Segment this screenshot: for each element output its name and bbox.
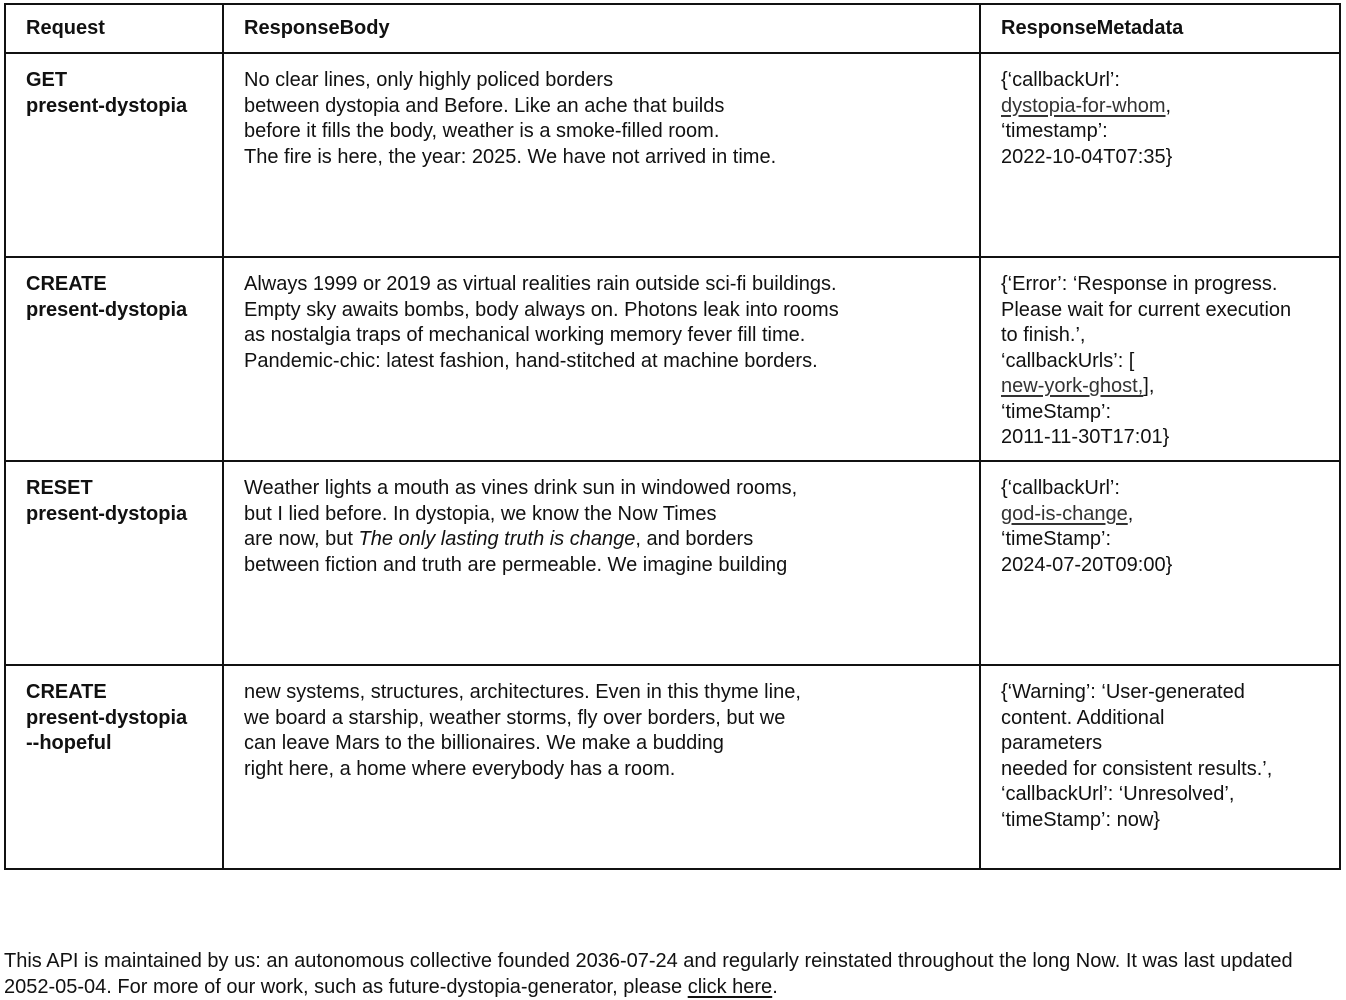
meta-line: {‘callbackUrl’: (1001, 69, 1120, 91)
body-line: we board a starship, weather storms, fly over borders, but we (244, 706, 786, 729)
request-method: RESET (26, 477, 93, 499)
body-line: The fire is here, the year: 2025. We have not arrived in time. (244, 145, 777, 168)
footer-text: This API is maintained by us: an autonomous collective founded 2036-07-24 and regularly reinstated throughout the long Now. It was last updated 2052-05-04. For more of our work, such as future-dystopia-generator, please (4, 950, 1293, 998)
meta-line: ‘timeStamp’: (1001, 528, 1112, 550)
response-body-cell (223, 257, 980, 461)
response-body-cell (223, 53, 980, 257)
callback-link-new-york-ghost[interactable]: new-york-ghost, (1001, 375, 1144, 397)
meta-line: ‘callbackUrl’: ‘Unresolved’, (1001, 783, 1235, 805)
request-method: GET (26, 69, 68, 91)
meta-line: ‘timeStamp’: (1001, 400, 1112, 423)
header-response-metadata: ResponseMetadata (980, 4, 1340, 53)
response-metadata-cell (980, 53, 1340, 257)
header-response-body: ResponseBody (223, 4, 980, 53)
body-line: Weather lights a mouth as vines drink sun in windowed rooms, (244, 477, 798, 499)
meta-line: ‘timestamp’: (1001, 120, 1108, 142)
table-row (5, 665, 1340, 869)
body-italic-quote: The only lasting truth is change (358, 528, 636, 550)
request-resource: present-dystopia (26, 502, 188, 525)
meta-line: ‘callbackUrls’: [ (1001, 349, 1135, 372)
request-cell (5, 257, 223, 461)
request-cell (5, 461, 223, 665)
meta-line: 2022-10-04T07:35} (1001, 145, 1173, 168)
body-line: before it fills the body, weather is a smoke-filled room. (244, 120, 720, 142)
request-resource: present-dystopia (26, 298, 188, 321)
body-line (244, 527, 979, 553)
response-body-cell (223, 461, 980, 665)
meta-link-line (1001, 374, 1339, 400)
request-method: CREATE (26, 273, 107, 295)
meta-line: {‘Error’: ‘Response in progress. (1001, 273, 1278, 295)
meta-link-line (1001, 502, 1339, 528)
table-row (5, 257, 1340, 461)
meta-line: content. Additional (1001, 706, 1165, 729)
meta-punct: , (1127, 502, 1134, 525)
table-row (5, 53, 1340, 257)
meta-punct: ], (1143, 375, 1155, 397)
body-line: Pandemic-chic: latest fashion, hand-stitched at machine borders. (244, 349, 818, 372)
request-flag: --hopeful (26, 732, 112, 754)
meta-link-line (1001, 94, 1339, 120)
request-resource: present-dystopia (26, 706, 188, 729)
body-line: No clear lines, only highly policed borders (244, 69, 614, 91)
table-row (5, 461, 1340, 665)
callback-link-dystopia-for-whom[interactable]: dystopia-for-whom (1001, 94, 1166, 117)
body-line: between dystopia and Before. Like an ache that builds (244, 94, 725, 117)
callback-link-god-is-change[interactable]: god-is-change (1001, 502, 1128, 525)
header-request: Request (5, 4, 223, 53)
request-cell (5, 665, 223, 869)
body-line: right here, a home where everybody has a room. (244, 757, 676, 780)
body-line: but I lied before. In dystopia, we know the Now Times (244, 502, 717, 525)
meta-line: 2024-07-20T09:00} (1001, 553, 1173, 576)
meta-line: to finish.’, (1001, 324, 1086, 346)
meta-line: ‘timeStamp’: now} (1001, 808, 1160, 831)
body-line: Empty sky awaits bombs, body always on. Photons leak into rooms (244, 298, 839, 321)
body-line: new systems, structures, architectures. Even in this thyme line, (244, 681, 801, 703)
meta-line: parameters (1001, 732, 1103, 754)
meta-line: Please wait for current execution (1001, 298, 1292, 321)
response-body-cell (223, 665, 980, 869)
request-method: CREATE (26, 681, 107, 703)
footer-suffix: . (772, 975, 778, 998)
meta-line: {‘callbackUrl’: (1001, 477, 1120, 499)
footer-note (4, 949, 1334, 1000)
response-metadata-cell (980, 665, 1340, 869)
response-metadata-cell (980, 461, 1340, 665)
request-cell (5, 53, 223, 257)
meta-line: {‘Warning’: ‘User-generated (1001, 681, 1245, 703)
body-line: Always 1999 or 2019 as virtual realities rain outside sci-fi buildings. (244, 273, 837, 295)
table-header-row (5, 4, 1340, 53)
click-here-link[interactable]: click here (687, 975, 773, 998)
body-line: as nostalgia traps of mechanical working memory fever fill time. (244, 324, 806, 346)
api-table (4, 3, 1341, 870)
meta-punct: , (1165, 94, 1172, 117)
response-metadata-cell (980, 257, 1340, 461)
body-line: can leave Mars to the billionaires. We make a budding (244, 732, 724, 754)
body-text: are now, but (244, 528, 359, 550)
request-resource: present-dystopia (26, 94, 188, 117)
meta-line: 2011-11-30T17:01} (1001, 426, 1170, 448)
body-text: , and borders (635, 528, 754, 550)
meta-line: needed for consistent results.’, (1001, 757, 1273, 780)
body-line: between fiction and truth are permeable. We imagine building (244, 553, 788, 576)
